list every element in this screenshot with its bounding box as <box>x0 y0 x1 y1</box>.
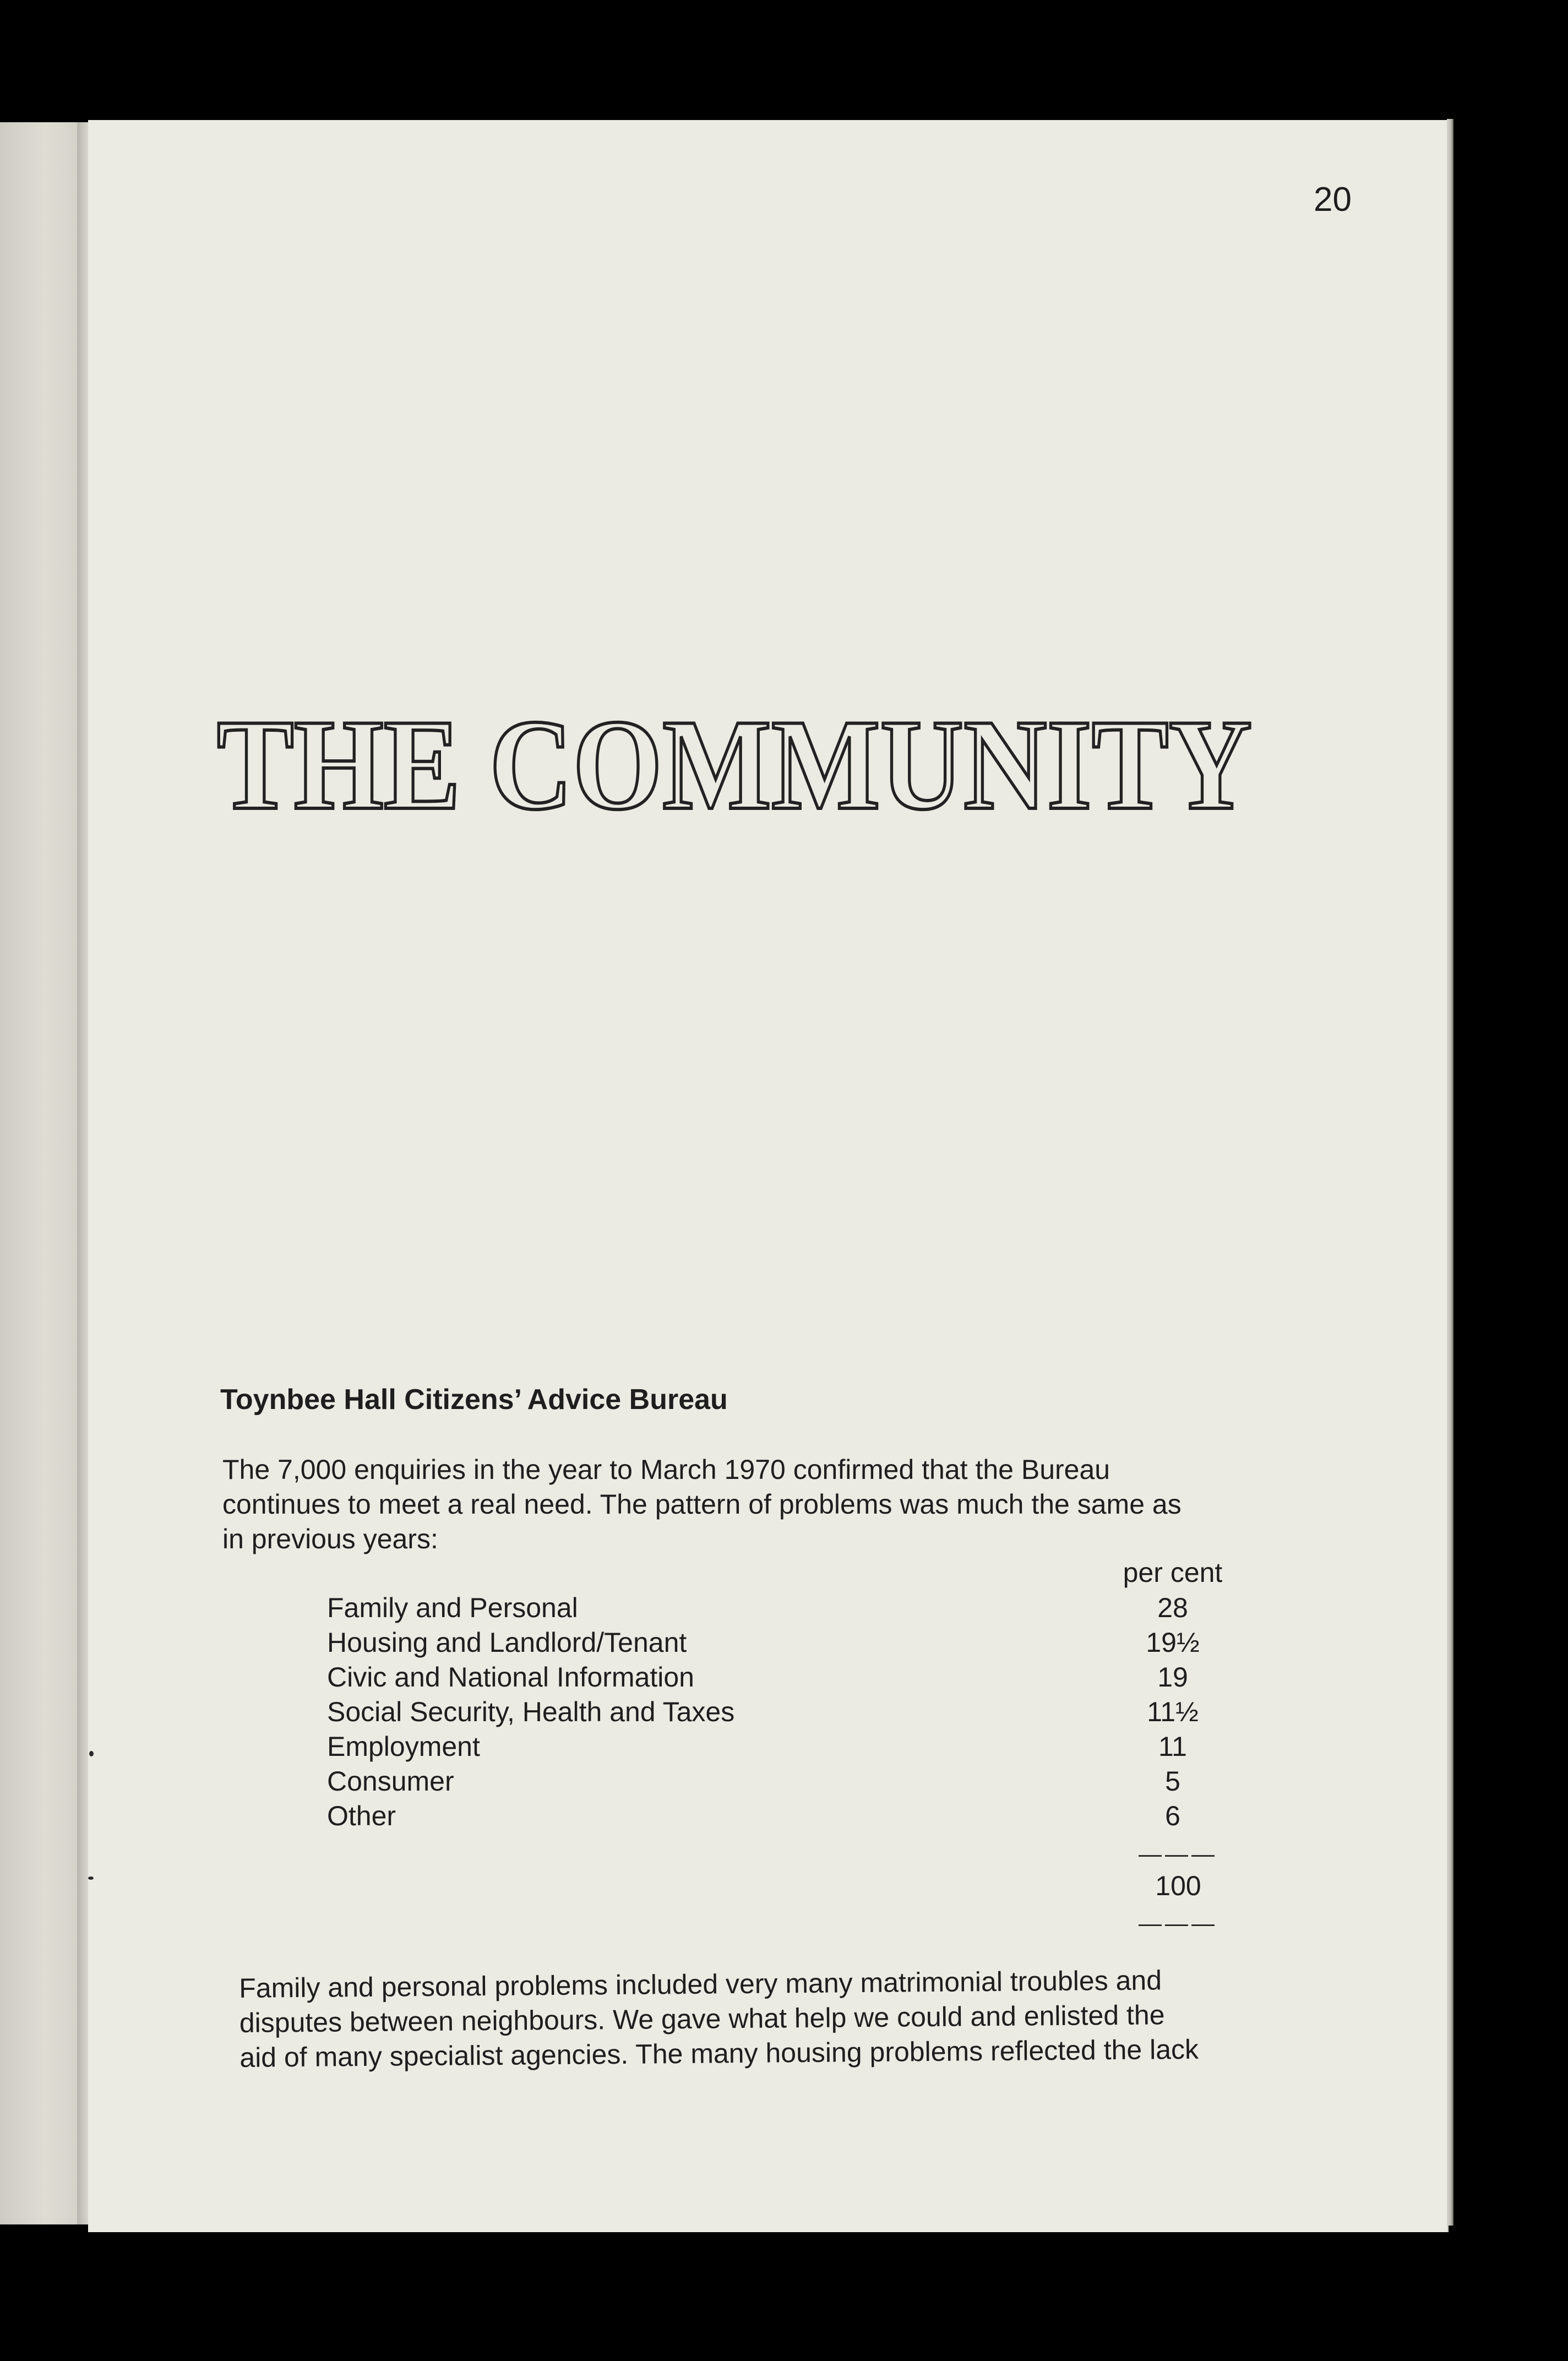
sum-rule-bottom: ——— <box>1139 1910 1218 1936</box>
section-heading: Toynbee Hall Citizens’ Advice Bureau <box>220 1384 728 1416</box>
closing-line: disputes between neighbours. We gave what help we could and enlisted the <box>239 1999 1165 2038</box>
row-label: Employment <box>327 1731 480 1762</box>
row-label: Other <box>327 1800 396 1831</box>
row-label: Housing and Landlord/Tenant <box>327 1627 687 1658</box>
margin-speck <box>89 1751 94 1756</box>
row-value: 5 <box>1165 1766 1180 1797</box>
table-row <box>325 1660 1206 1695</box>
table-row <box>325 1798 1206 1834</box>
sum-rule-top: ——— <box>1139 1841 1218 1867</box>
banner-title <box>211 693 1257 837</box>
row-label: Social Security, Health and Taxes <box>327 1696 735 1727</box>
row-value: 6 <box>1165 1800 1180 1831</box>
row-value: 19½ <box>1146 1627 1200 1658</box>
closing-paragraph <box>239 1962 1319 2075</box>
row-label: Consumer <box>327 1766 454 1797</box>
per-cent-column-header: per cent <box>1123 1557 1223 1588</box>
row-value: 28 <box>1157 1592 1188 1623</box>
facing-page-edge <box>0 122 83 2224</box>
closing-line: aid of many specialist agencies. The many housing problems reflected the lack <box>239 2033 1199 2073</box>
row-value: 11 <box>1158 1731 1187 1762</box>
total-value: 100 <box>1155 1870 1201 1901</box>
closing-line: Family and personal problems included very many matrimonial troubles and <box>239 1965 1162 2004</box>
row-label: Civic and National Information <box>327 1662 694 1693</box>
table-row <box>325 1694 1206 1729</box>
margin-speck <box>88 1876 94 1880</box>
intro-paragraph <box>222 1452 1313 1557</box>
banner-title-text: THE COMMUNITY <box>217 693 1252 837</box>
row-value: 11½ <box>1147 1696 1199 1727</box>
table-row <box>325 1729 1206 1764</box>
table-row <box>325 1625 1206 1660</box>
table-row <box>325 1764 1206 1799</box>
table-row <box>325 1590 1206 1625</box>
intro-line: continues to meet a real need. The pattern of problems was much the same as <box>222 1489 1182 1520</box>
intro-line: The 7,000 enquiries in the year to March 1970 confirmed that the Bureau <box>222 1454 1110 1485</box>
row-value: 19 <box>1157 1662 1188 1693</box>
row-label: Family and Personal <box>327 1592 578 1623</box>
banner-title-graphic <box>211 693 1257 837</box>
intro-line: in previous years: <box>222 1524 438 1554</box>
page-edge-shadow <box>1447 119 1453 2226</box>
page-number: 20 <box>1314 181 1352 219</box>
